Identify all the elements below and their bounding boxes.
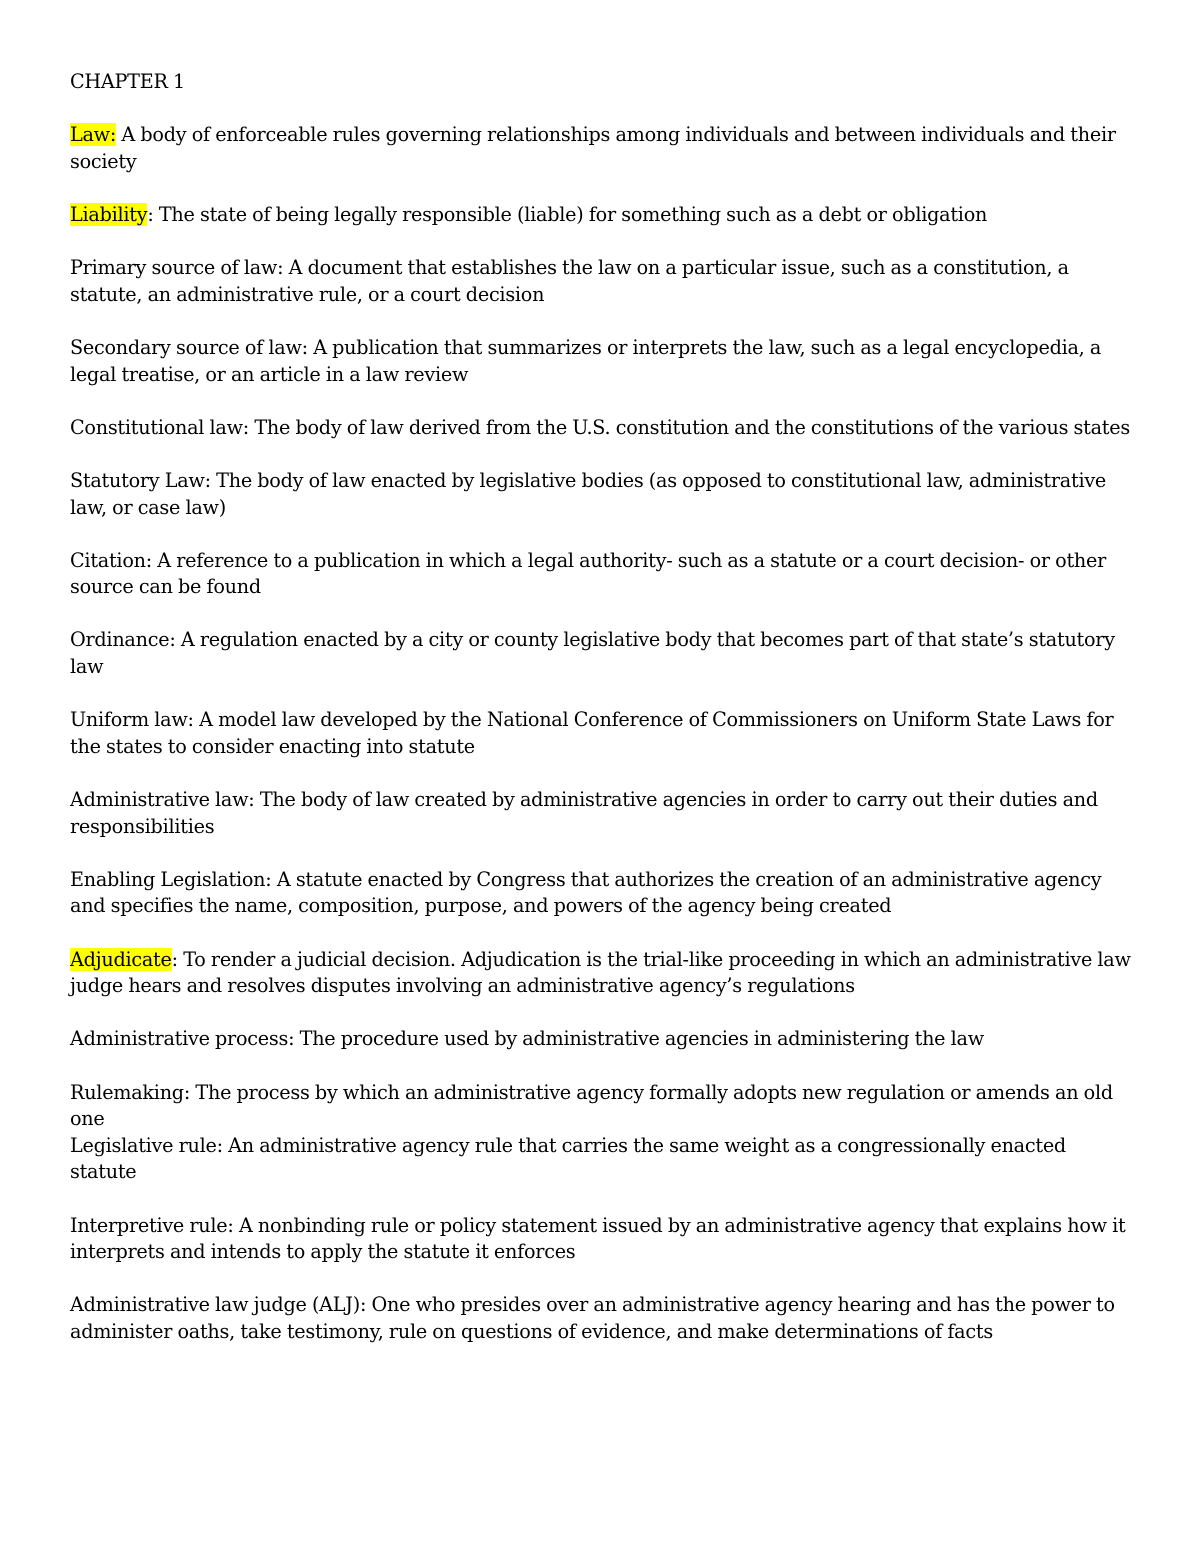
definition-text: : A nonbinding rule or policy statement issued by an administrative agency that explains how it interprets and intends to apply the statute it enforces: [70, 1213, 1126, 1264]
definition-text: : The body of law derived from the U.S. constitution and the constitutions of the various states: [242, 415, 1130, 439]
definition-law: [70, 122, 1135, 175]
definition-text: : A statute enacted by Congress that authorizes the creation of an administrative agency and specifies the name, composition, purpose, and powers of the agency being created: [70, 867, 1102, 918]
definition-administrative-law: [70, 787, 1135, 840]
definition-text: : One who presides over an administrative agency hearing and has the power to administer oaths, take testimony, rule on questions of evidence, and make determinations of facts: [70, 1293, 1115, 1343]
term: Enabling Legislation: [70, 867, 266, 891]
definition-legislative-rule: [70, 1133, 1135, 1186]
term: Legislative rule: [70, 1133, 217, 1157]
term: Statutory Law: [70, 468, 205, 492]
definition-enabling-legislation: [70, 867, 1135, 920]
term-highlighted: Adjudicate: [70, 947, 172, 971]
definition-ordinance: [70, 627, 1135, 680]
definition-text: : The process by which an administrative agency formally adopts new regulation or amends an old one: [70, 1080, 1113, 1131]
definition-text: : The body of law enacted by legislative bodies (as opposed to constitutional law, administrative law, or case law): [70, 468, 1107, 519]
definition-constitutional-law: [70, 415, 1135, 442]
definition-text: : A document that establishes the law on a particular issue, such as a constitution, a statute, an administrative rule, or a court decision: [70, 256, 1069, 306]
definition-alj: [70, 1292, 1135, 1345]
term: Administrative law judge (ALJ): [70, 1293, 360, 1317]
term: Administrative law: [70, 788, 249, 812]
definition-text: : A regulation enacted by a city or county legislative body that becomes part of that state’s statutory law: [70, 628, 1115, 679]
term: Constitutional law: [70, 415, 243, 439]
definition-adjudicate: [70, 947, 1135, 1000]
definition-interpretive-rule: [70, 1213, 1135, 1266]
term: Administrative process: [70, 1027, 289, 1051]
term: Uniform law: [70, 708, 188, 732]
document-page: [70, 69, 1135, 1346]
definition-rulemaking: [70, 1080, 1135, 1133]
definition-text: : To render a judicial decision. Adjudication is the trial-like proceeding in which an administrative law judge hears and resolves disputes involving an administrative agency’s regulations: [70, 947, 1131, 998]
chapter-heading: CHAPTER 1: [70, 70, 185, 93]
definition-statutory-law: [70, 468, 1135, 521]
term: Interpretive rule: [70, 1213, 228, 1237]
definition-text: : The body of law created by administrative agencies in order to carry out their duties and responsibilities: [70, 788, 1098, 838]
definition-text: : An administrative agency rule that carries the same weight as a congressionally enacted statute: [70, 1133, 1066, 1184]
definition-administrative-process: [70, 1026, 1135, 1053]
definition-text: A body of enforceable rules governing relationships among individuals and between individuals and their society: [70, 123, 1116, 173]
term: Primary source of law: [70, 256, 278, 280]
term-highlighted: Liability: [70, 202, 148, 226]
definition-uniform-law: [70, 707, 1135, 760]
definition-text: : A model law developed by the National Conference of Commissioners on Uniform State Laws for the states to consider enacting into statute: [70, 708, 1114, 758]
definition-text: : The procedure used by administrative agencies in administering the law: [288, 1027, 984, 1051]
term: Rulemaking: [70, 1080, 184, 1104]
definition-primary-source: [70, 255, 1135, 308]
term: Ordinance: [70, 628, 170, 652]
definition-text: : A reference to a publication in which a legal authority- such as a statute or a court decision- or other source can be found: [70, 548, 1107, 599]
definition-citation: [70, 548, 1135, 601]
definition-text: : A publication that summarizes or interprets the law, such as a legal encyclopedia, a legal treatise, or an article in a law review: [70, 335, 1102, 386]
term-highlighted: Law:: [70, 123, 117, 147]
definition-liability: [70, 202, 1135, 229]
definition-secondary-source: [70, 335, 1135, 388]
term: Secondary source of law: [70, 335, 302, 359]
definition-text: : The state of being legally responsible (liable) for something such as a debt or obligation: [147, 202, 988, 226]
term: Citation: [70, 548, 146, 572]
